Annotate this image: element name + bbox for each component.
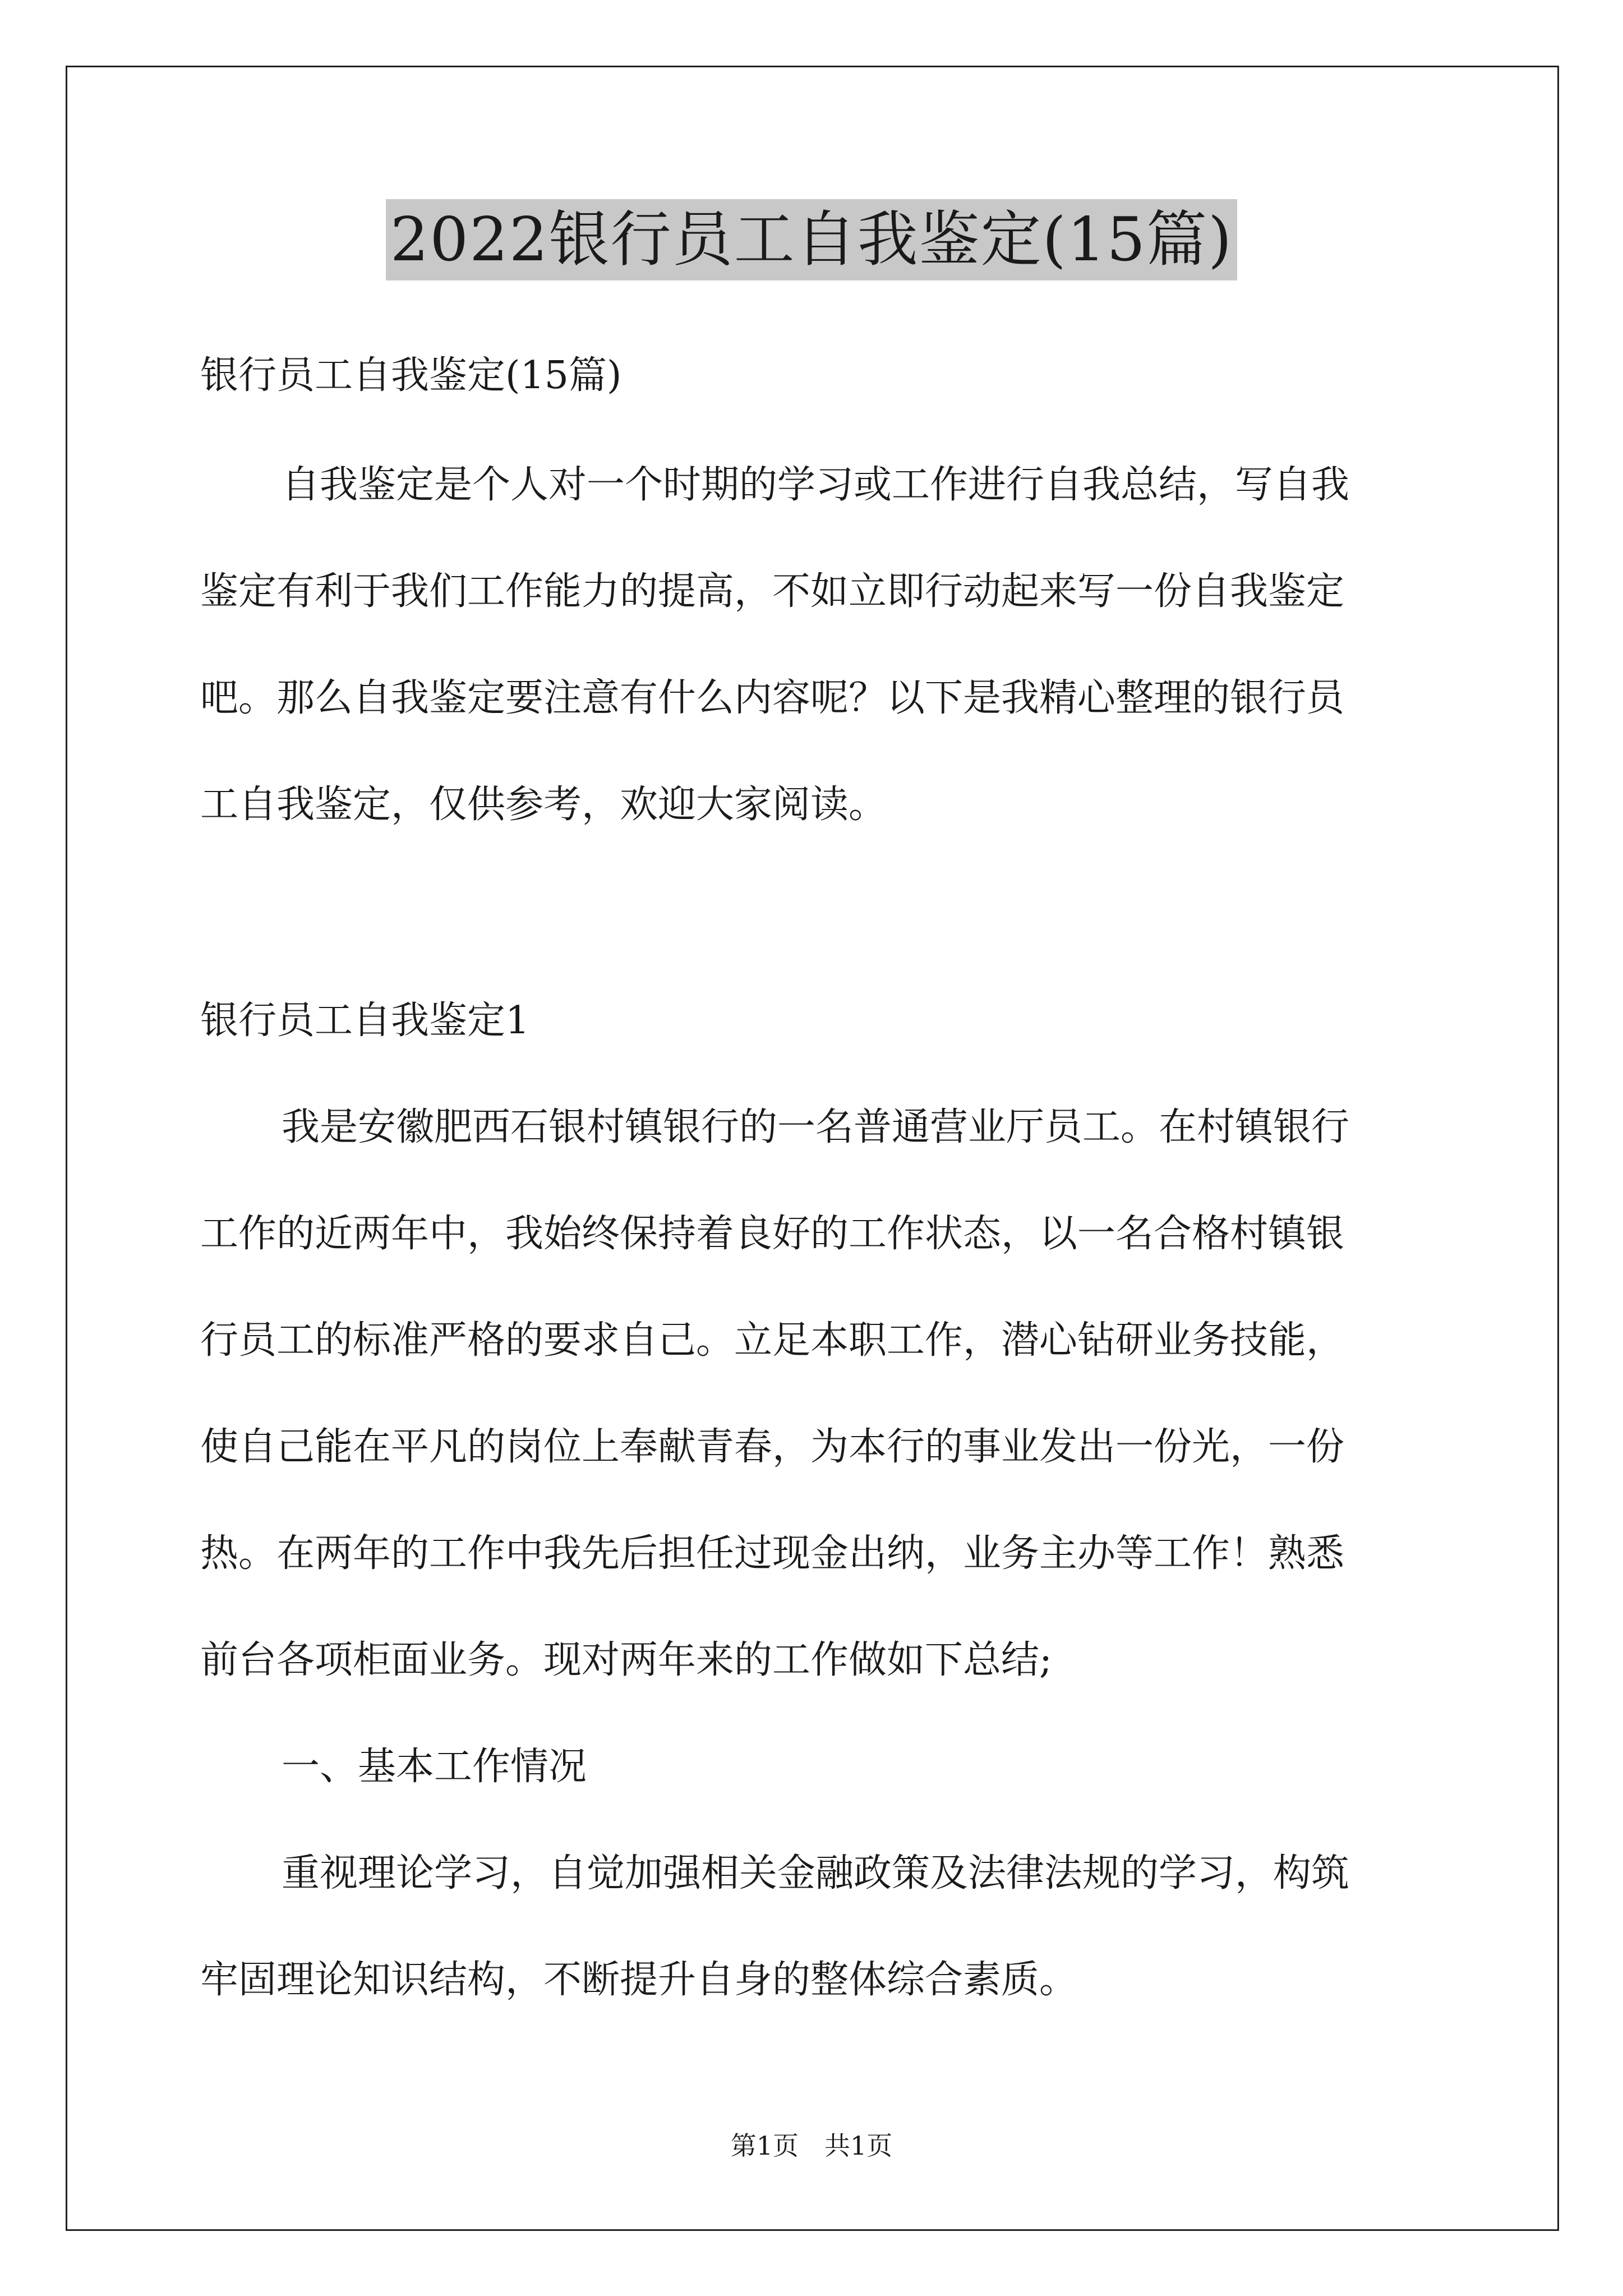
subheading-basic-work: 一、基本工作情况 <box>282 1745 587 1789</box>
section-heading-1: 银行员工自我鉴定1 <box>200 999 530 1043</box>
para2-line-2: 牢固理论知识结构，不断提升自身的整体综合素质。 <box>200 1958 1078 2002</box>
section1-line-3: 行员工的标准严格的要求自己。立足本职工作，潜心钻研业务技能， <box>200 1318 1345 1363</box>
para2-line-1: 重视理论学习，自觉加强相关金融政策及法律法规的学习，构筑 <box>282 1851 1350 1895</box>
section1-line-5: 热。在两年的工作中我先后担任过现金出纳，业务主办等工作！熟悉 <box>200 1531 1345 1576</box>
document-title: 2022银行员工自我鉴定(15篇) <box>386 199 1238 280</box>
section1-line-2: 工作的近两年中，我始终保持着良好的工作状态，以一名合格村镇银 <box>200 1212 1345 1256</box>
subtitle: 银行员工自我鉴定(15篇) <box>200 353 622 398</box>
page-footer: 第1页 共1页 <box>730 2131 893 2161</box>
section1-line-6: 前台各项柜面业务。现对两年来的工作做如下总结; <box>200 1638 1052 1682</box>
title-container <box>0 199 1623 280</box>
intro-line-4: 工自我鉴定，仅供参考，欢迎大家阅读。 <box>200 783 887 827</box>
section1-line-1: 我是安徽肥西石银村镇银行的一名普通营业厅员工。在村镇银行 <box>282 1105 1350 1149</box>
intro-line-2: 鉴定有利于我们工作能力的提高，不如立即行动起来写一份自我鉴定 <box>200 569 1345 614</box>
intro-line-3: 吧。那么自我鉴定要注意有什么内容呢？以下是我精心整理的银行员 <box>200 676 1345 720</box>
section1-line-4: 使自己能在平凡的岗位上奉献青春，为本行的事业发出一份光，一份 <box>200 1425 1345 1469</box>
intro-line-1: 自我鉴定是个人对一个时期的学习或工作进行自我总结，写自我 <box>282 463 1350 507</box>
